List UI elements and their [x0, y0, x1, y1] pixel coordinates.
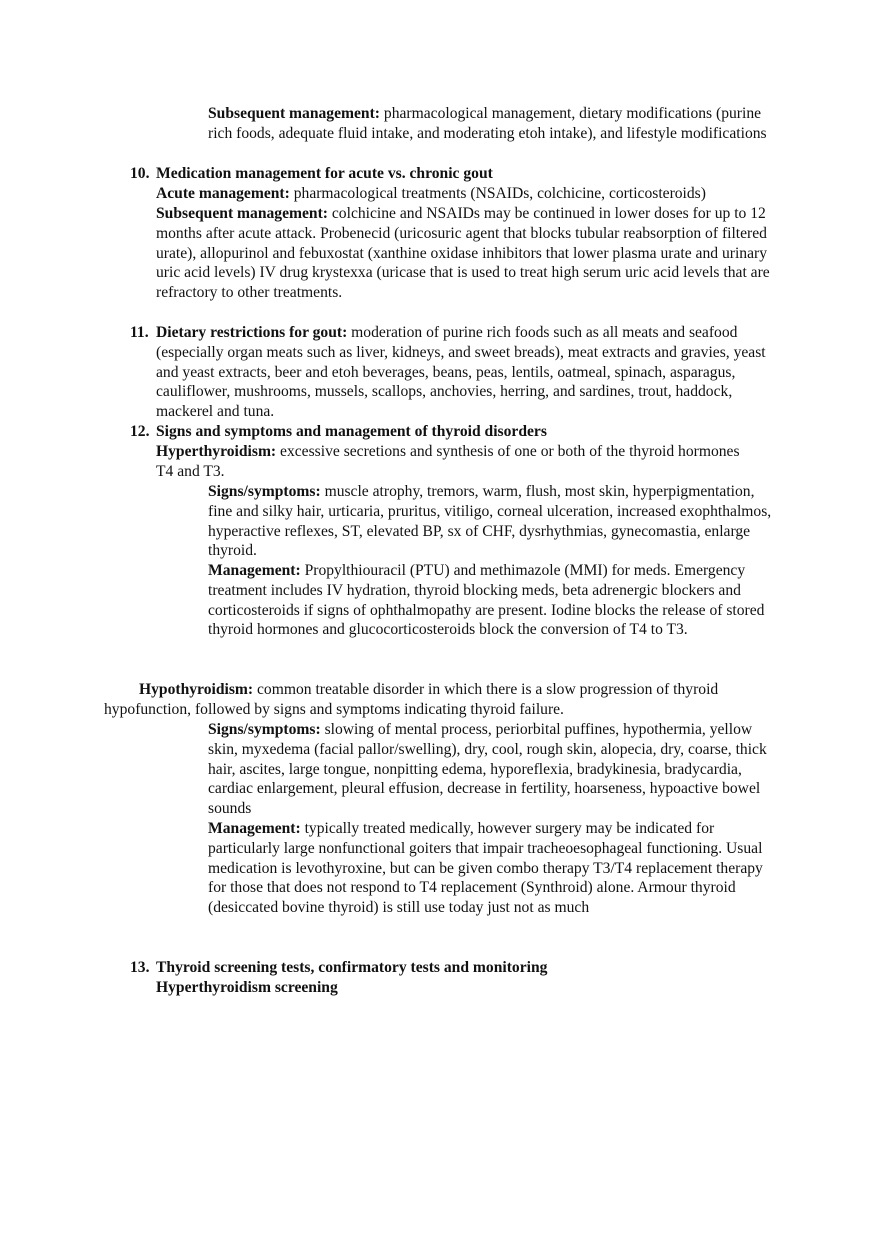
hyper-signs-text: muscle atrophy, tremors, warm, flush, most skin, hyperpigmentation, fine and silky hair, urticaria, pruritus, vitiligo, corneal ulceration, increased exophthalmos, hyperactive reflexes, ST, elevated BP, sx of CHF, dysrhythmias, gynecomastia, enlarge thyroid.	[208, 483, 772, 560]
item10-subsequent-label: Subsequent management:	[156, 205, 328, 222]
hypo-management-text: typically treated medically, however surgery may be indicated for particularly large nonfunctional goiters that impair tracheoesophageal functioning. Usual medication is levothyroxine, but can be given combo therapy T3/T4 replacement therapy for those that does not respond to T4 replacement (Synthroid) alone. Armour thyroid (desiccated bovine thyroid) is still use today just not as much	[208, 820, 763, 917]
item10-acute-label: Acute management:	[156, 185, 290, 202]
item11-number: 11.	[130, 324, 149, 341]
item11-heading: Dietary restrictions for gout:	[156, 324, 348, 341]
item9-subsequent-text: pharmacological management, dietary modifications (purine rich foods, adequate fluid intake, and moderating etoh intake), and lifestyle modifications	[208, 105, 767, 142]
item10-number: 10.	[130, 165, 150, 182]
hyper-management-label: Management:	[208, 562, 301, 579]
item10-acute-management	[156, 184, 796, 204]
hypo-management-label: Management:	[208, 820, 301, 837]
hyperthyroidism-screening-heading	[156, 978, 796, 998]
item12-number: 12.	[130, 423, 150, 440]
hyperthyroidism-management	[208, 561, 774, 640]
hyperthyroidism-definition	[156, 442, 756, 482]
item13-heading-text: Thyroid screening tests, confirmatory tests and monitoring	[156, 959, 548, 976]
item9-subsequent-label: Subsequent management:	[208, 105, 380, 122]
hyper-signs-label: Signs/symptoms:	[208, 483, 321, 500]
item10-heading-text: Medication management for acute vs. chronic gout	[156, 165, 493, 182]
hypothyroidism-signs-symptoms	[208, 720, 774, 819]
item9-subsequent-management	[208, 104, 778, 144]
item10-subsequent-text: colchicine and NSAIDs may be continued in lower doses for up to 12 months after acute attack. Probenecid (uricosuric agent that blocks tubular reabsorption of filtered urate), allopurinol and febuxostat (xanthine oxidase inhibitors that lower plasma urate and urinary uric acid levels) IV drug krystexxa (uricase that is used to treat high serum uric acid levels that are refractory to other treatments.	[156, 205, 770, 302]
hyperthyroidism-label: Hyperthyroidism:	[156, 443, 277, 460]
item13-heading	[130, 958, 796, 978]
hypo-signs-label: Signs/symptoms:	[208, 721, 321, 738]
hypothyroidism-management	[208, 819, 782, 918]
hypothyroidism-text: common treatable disorder in which there is a slow progression of thyroid hypofunction, followed by signs and symptoms indicating thyroid failure.	[104, 681, 719, 718]
item10-subsequent-management	[156, 204, 784, 303]
hypo-signs-text: slowing of mental process, periorbital puffines, hypothermia, yellow skin, myxedema (facial pallor/swelling), dry, cool, rough skin, alopecia, dry, coarse, thick hair, ascites, large tongue, nonpitting edema, hyporeflexia, bradykinesia, bradycardia, cardiac enlargement, pleural effusion, decrease in fertility, hoarseness, hypoactive bowel sounds	[208, 721, 767, 818]
hypothyroidism-label: Hypothyroidism:	[139, 681, 254, 698]
item13-number: 13.	[130, 959, 150, 976]
item12-heading-text: Signs and symptoms and management of thyroid disorders	[156, 423, 547, 440]
hyperthyroidism-screening-text: Hyperthyroidism screening	[156, 979, 338, 996]
item11-dietary-restrictions	[130, 323, 772, 422]
item12-heading	[130, 422, 796, 442]
hyperthyroidism-text: excessive secretions and synthesis of one or both of the thyroid hormones T4 and T3.	[156, 443, 740, 480]
item11-text: moderation of purine rich foods such as all meats and seafood (especially organ meats such as liver, kidneys, and sweet breads), meat extracts and gravies, yeast and yeast extracts, beer and etoh beverages, beans, peas, lentils, oatmeal, spinach, asparagus, cauliflower, mushrooms, mussels, scallops, anchovies, herring, and sardines, trout, haddock, mackerel and tuna.	[156, 324, 766, 421]
hypothyroidism-definition	[104, 680, 724, 720]
hyper-management-text: Propylthiouracil (PTU) and methimazole (MMI) for meds. Emergency treatment includes IV hydration, thyroid blocking meds, beta adrenergic blockers and corticosteroids if signs of ophthalmopathy are present. Iodine blocks the release of stored thyroid hormones and glucocorticosteroids block the conversion of T4 to T3.	[208, 562, 765, 639]
item10-acute-text: pharmacological treatments (NSAIDs, colchicine, corticosteroids)	[293, 185, 706, 202]
hyperthyroidism-signs-symptoms	[208, 482, 774, 561]
item10-heading	[130, 164, 796, 184]
